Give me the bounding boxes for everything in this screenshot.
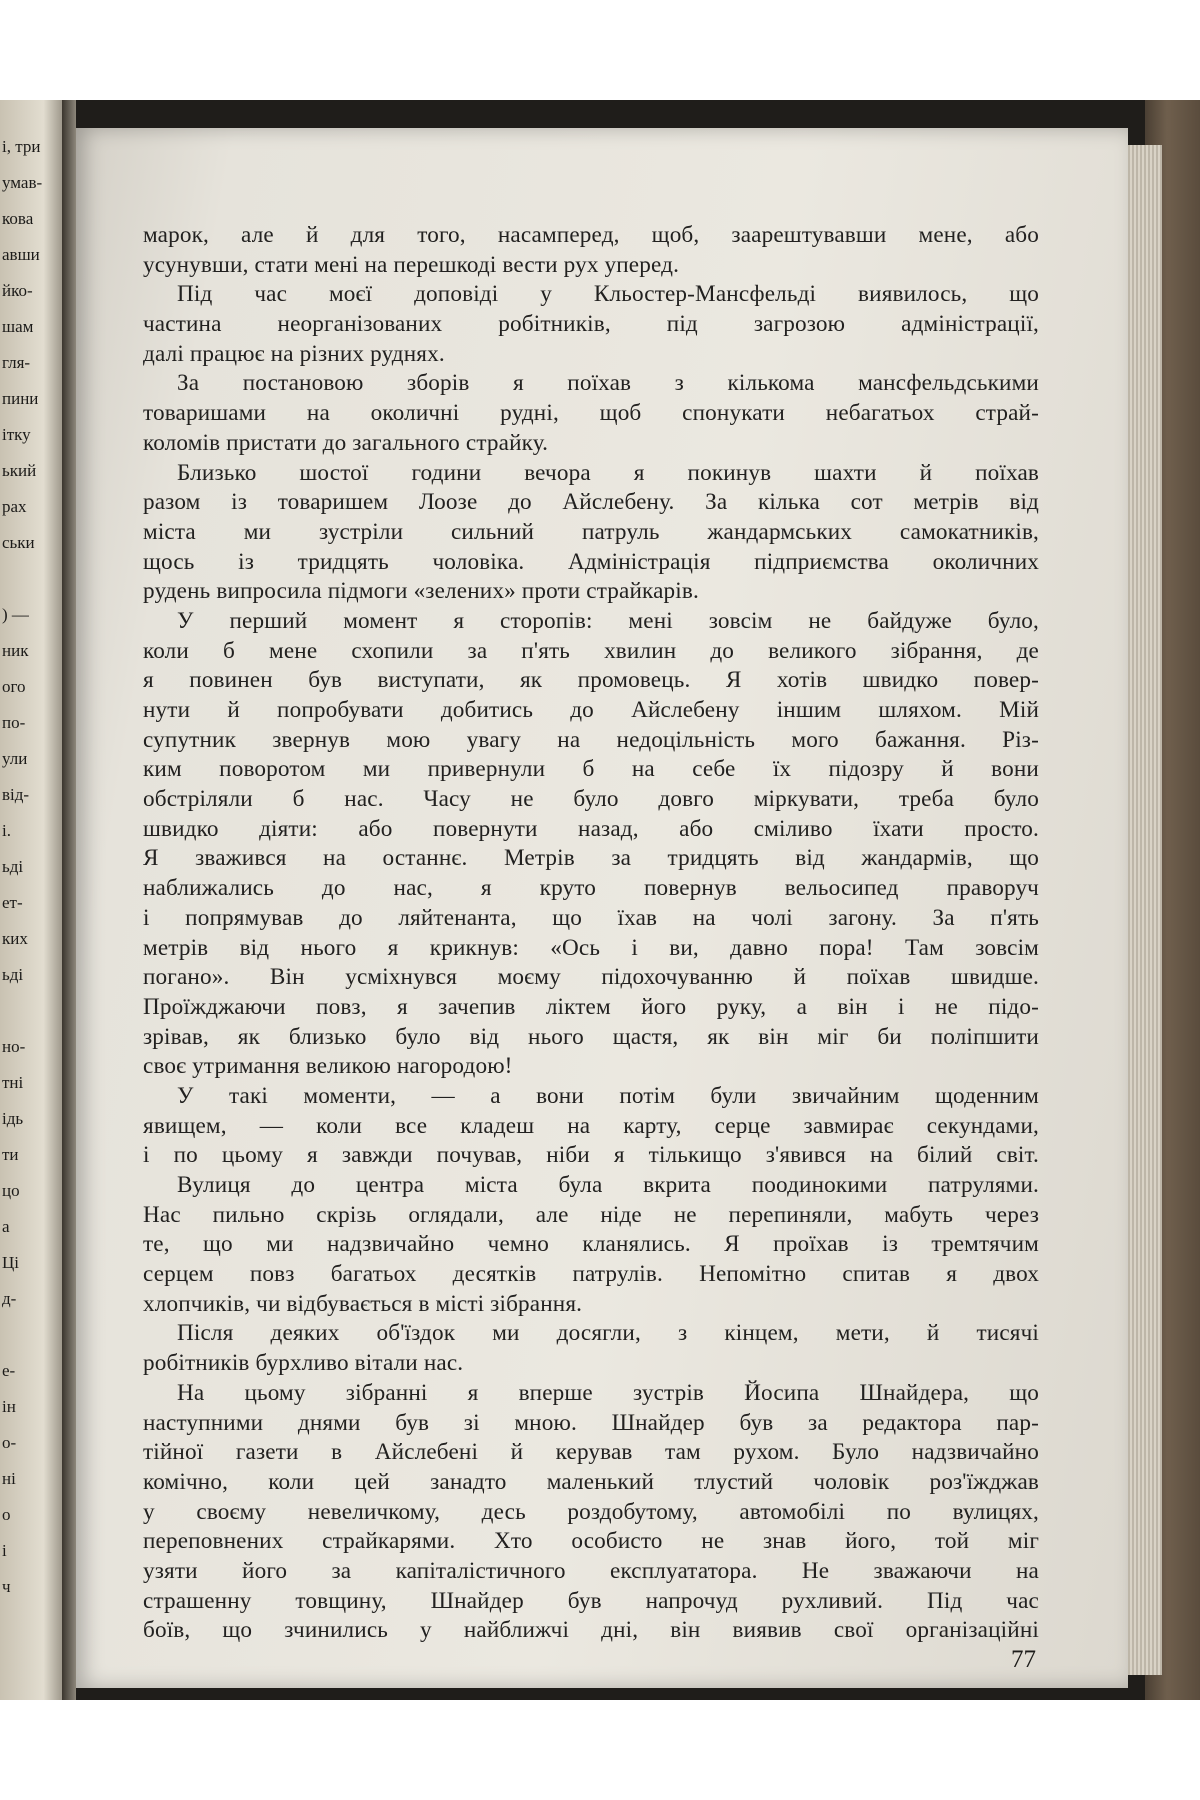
left-page-text-fragment: по-	[2, 713, 26, 732]
text-line: рудень випросила підмоги «зелених» проти страйкарів.	[143, 578, 699, 605]
left-page-text-fragment: ули	[2, 749, 28, 768]
left-page-text-fragment: о-	[2, 1433, 17, 1452]
left-page-text-fragment: о	[2, 1505, 11, 1524]
text-line: марок, але й для того, насамперед, щоб, заарештувавши мене, або	[143, 222, 1039, 248]
left-page-fragment	[0, 100, 62, 1700]
left-page-text-fragment: ет-	[2, 893, 23, 912]
text-line: міста ми зустріли сильний патруль жандармських самокатників,	[143, 518, 1039, 545]
text-line: зрівав, як близько було від нього щастя, як він міг би поліпшити	[143, 1023, 1039, 1050]
text-line: супутник звернув мою увагу на недоцільність мого бажання. Різ-	[143, 726, 1039, 753]
text-line: метрів від нього я крикнув: «Ось і ви, давно пора! Там зовсім	[143, 934, 1039, 961]
left-page-text-fragment: і	[2, 1541, 7, 1560]
left-page-text-fragment: і.	[2, 821, 11, 840]
left-page-text-fragment: цо	[2, 1181, 20, 1200]
text-line: разом із товаришем Лоозе до Айслебену. За кілька сот метрів від	[143, 489, 1039, 516]
left-page-text-fragment: кова	[2, 209, 34, 228]
book-gutter	[62, 100, 76, 1700]
left-page-text-fragment: умав-	[2, 173, 43, 192]
text-line: страшенну товщину, Шнайдер був напрочуд рухливий. Під час	[143, 1587, 1039, 1614]
left-page-text-fragment: а	[2, 1217, 10, 1236]
text-line: хлопчиків, чи відбувається в місті зібрання.	[143, 1290, 583, 1317]
text-line: далі працює на різних руднях.	[143, 340, 445, 367]
text-line: робітників бурхливо вітали нас.	[143, 1350, 464, 1377]
text-line: Під час моєї доповіді у Кльостер-Мансфельді виявилось, що	[177, 281, 1039, 308]
left-page-text-fragment: рах	[2, 497, 27, 516]
left-page-text-fragment: ти	[2, 1145, 19, 1164]
left-page-text-fragment: ідь	[2, 1109, 24, 1128]
left-page-text-fragment: ький	[2, 461, 37, 480]
text-line: Я зважився на останнє. Метрів за тридцять від жандармів, що	[143, 845, 1039, 872]
text-line: обстріляли б нас. Часу не було довго міркувати, треба було	[143, 786, 1039, 813]
text-line: Проїжджаючи повз, я зачепив ліктем його руку, а він і не підо-	[143, 993, 1039, 1020]
left-page-text-fragment: д-	[2, 1289, 17, 1308]
left-page-text-fragment: Ці	[2, 1253, 19, 1272]
text-line: товаришами на околичні рудні, щоб спонукати небагатьох страй-	[143, 400, 1039, 427]
left-page-text-fragment: но-	[2, 1037, 26, 1056]
left-page-text-fragment: ) —	[2, 605, 29, 624]
text-line: ким поворотом ми привернули б на себе їх підозру й вони	[143, 756, 1039, 783]
text-line: своє утримання великою нагородою!	[143, 1053, 513, 1080]
text-line: У перший момент я сторопів: мені зовсім не байдуже було,	[177, 607, 1039, 634]
left-page-text-fragment: ськи	[2, 533, 35, 552]
left-page-text-fragment: шам	[2, 317, 34, 336]
left-page-text-fragment: і, три	[2, 137, 41, 156]
left-page-text-fragment: гля-	[2, 353, 31, 372]
text-line: щось із тридцять чоловіка. Адміністрація підприємства околичних	[143, 548, 1039, 575]
text-line: боїв, що зчинились у найближчі дні, він виявив свої організаційні	[143, 1617, 1039, 1644]
text-line: комічно, коли цей занадто маленький тлустий чоловік роз'їжджав	[143, 1468, 1039, 1495]
text-line: частина неорганізованих робітників, під загрозою адміністрації,	[143, 311, 1039, 338]
left-page-text-fragment: ник	[2, 641, 29, 660]
text-line: Нас пильно скрізь оглядали, але ніде не перепиняли, мабуть через	[143, 1201, 1039, 1228]
left-page-text-fragment: ін	[2, 1397, 16, 1416]
left-page-text-fragment: ких	[2, 929, 28, 948]
text-line: За постановою зборів я поїхав з кількома мансфельдськими	[177, 370, 1039, 397]
page-number: 77	[1011, 1646, 1036, 1673]
left-page-text-fragment: авши	[2, 245, 40, 264]
text-line: тійної газети в Айслебені й керував там рухом. Було надзвичайно	[143, 1439, 1039, 1466]
left-page-text-fragment: ьді	[2, 965, 24, 984]
text-line: нути й попробувати добитись до Айслебену іншим шляхом. Мій	[143, 697, 1039, 723]
text-line: швидко діяти: або повернути назад, або сміливо їхати просто.	[143, 815, 1039, 842]
page-body-text	[143, 221, 1039, 1646]
text-line: погано». Він усміхнувся моєму підохочуванню й поїхав швидше.	[143, 964, 1039, 991]
left-page-text-fragment: йко-	[2, 281, 33, 300]
photo-background	[0, 100, 1200, 1700]
text-line: Близько шостої години вечора я покинув шахти й поїхав	[177, 459, 1039, 486]
left-page-text-fragment: ч	[2, 1577, 11, 1596]
left-page-text-fragment: пини	[2, 389, 39, 408]
text-line: Вулиця до центра міста була вкрита поодинокими патрулями.	[177, 1172, 1039, 1198]
text-line: явищем, — коли все кладеш на карту, серце завмирає секундами,	[143, 1112, 1039, 1139]
book-page-edges	[1122, 145, 1162, 1675]
text-line: наближались до нас, я круто повернув вельосипед праворуч	[143, 875, 1039, 902]
text-line: У такі моменти, — а вони потім були звичайним щоденним	[177, 1082, 1039, 1109]
text-line: і попрямував до ляйтенанта, що їхав на чолі загону. За п'ять	[143, 904, 1039, 931]
text-line: переповнених страйкарями. Хто особисто не знав його, той міг	[143, 1528, 1039, 1555]
left-page-text-fragment: ні	[2, 1469, 16, 1488]
text-line: Після деяких об'їздок ми досягли, з кінцем, мети, й тисячі	[177, 1320, 1039, 1347]
text-line: і по цьому я завжди почував, ніби я тількищо з'явився на білий світ.	[143, 1142, 1039, 1169]
text-line: усунувши, стати мені на перешкоді вести рух уперед.	[143, 251, 680, 278]
text-line: коломів пристати до загального страйку.	[143, 429, 549, 456]
left-page-text-fragment: від-	[2, 785, 30, 804]
left-page-text-fragment: е-	[2, 1361, 16, 1380]
left-page-text-fragment: тні	[2, 1073, 24, 1092]
text-line: у своєму невеличкому, десь роздобутому, автомобілі по вулицях,	[143, 1498, 1039, 1525]
left-page-text-fragment: ого	[2, 677, 26, 696]
text-line: узяти його за капіталістичного експлуататора. Не зважаючи на	[143, 1557, 1039, 1584]
text-line: коли б мене схопили за п'ять хвилин до великого зібрання, де	[143, 637, 1039, 664]
text-line: серцем повз багатьох десятків патрулів. Непомітно спитав я двох	[143, 1261, 1039, 1288]
text-line: те, що ми надзвичайно чемно кланялись. Я проїхав із тремтячим	[143, 1231, 1039, 1258]
text-line: наступними днями був зі мною. Шнайдер був за редактора пар-	[143, 1409, 1039, 1436]
left-page-text-fragment: ітку	[2, 425, 31, 444]
left-page-text-fragment: ьді	[2, 857, 24, 876]
text-line: На цьому зібранні я вперше зустрів Йосипа Шнайдера, що	[177, 1379, 1039, 1406]
right-page	[76, 128, 1128, 1688]
text-line: я повинен був виступати, як промовець. Я хотів швидко повер-	[143, 667, 1039, 694]
